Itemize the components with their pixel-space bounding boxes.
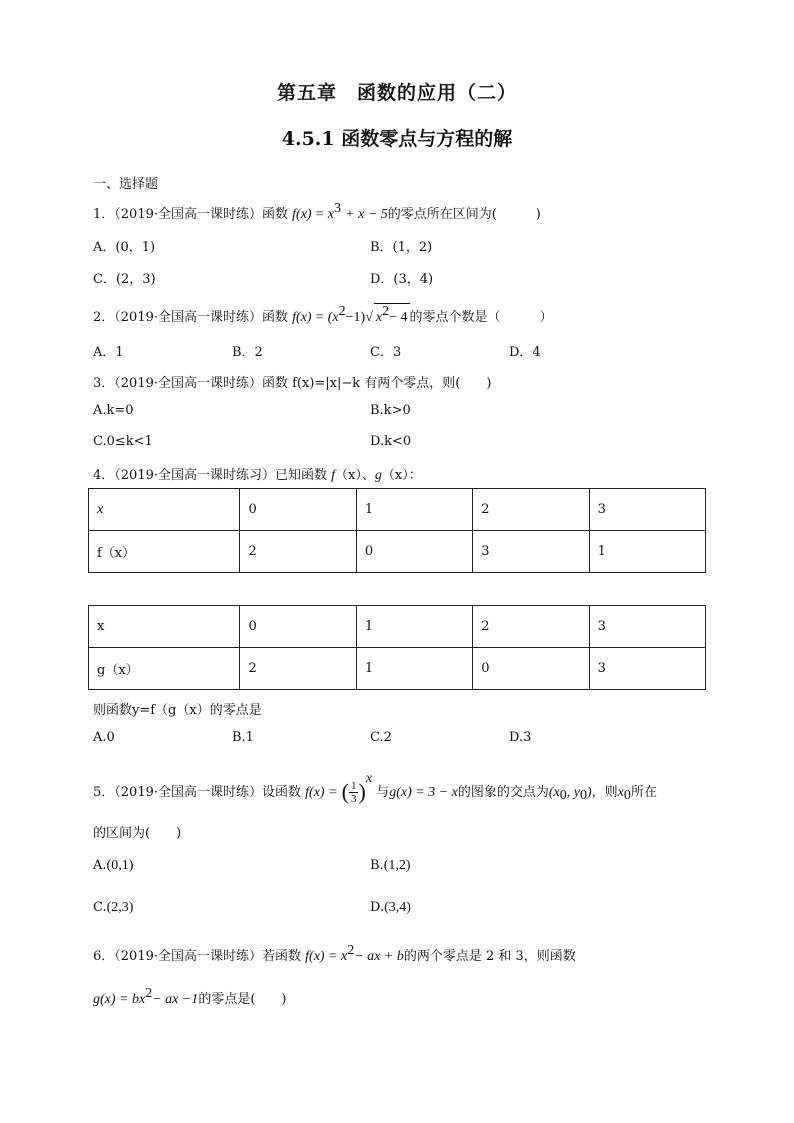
q2-paren-a: (x [327, 310, 339, 325]
table-cell: 1 [356, 489, 472, 531]
q5-option-b-value: (1,2) [383, 858, 411, 873]
q1-option-b[interactable]: B．(1，2) [370, 240, 433, 255]
q1-option-a[interactable]: A．(0，1) [93, 240, 156, 255]
q5-tail-b: 所在 [630, 785, 657, 800]
q5-exp-x: x [365, 771, 373, 786]
table-cell: 2 [240, 648, 356, 690]
q6-line-2 [93, 986, 286, 1008]
q3-option-d[interactable]: D.k<0 [370, 434, 412, 449]
sqrt-icon: √ [365, 310, 373, 325]
q5-tail-a: ，则 [591, 785, 618, 800]
q5-x0: x [617, 785, 624, 800]
q5-option-b[interactable] [370, 858, 411, 874]
q3-option-a[interactable]: A.k=0 [93, 403, 134, 418]
q5-g-expr: g(x) = 3 − x [389, 785, 458, 800]
q6-f-expr-a: f(x) = x [305, 949, 348, 964]
table-cell: 1 [356, 648, 472, 690]
q4-option-c[interactable]: C.2 [370, 730, 392, 745]
fraction-denominator: 3 [350, 793, 357, 805]
q5-option-d-value: (3,4) [384, 900, 411, 915]
chapter-title: 第五章 函数的应用（二） [276, 82, 517, 104]
table-cell: 2 [473, 606, 589, 648]
q5-option-d-label: D. [370, 900, 385, 915]
q2-exp-b: 2 [382, 304, 390, 319]
q2-suffix: 的零点个数是（ ） [409, 310, 553, 325]
q2-option-a[interactable]: A．1 [93, 345, 124, 360]
table-row [89, 489, 706, 531]
q4-f-symbol: f [331, 468, 336, 483]
table-cell: 0 [356, 531, 472, 573]
q5-option-a[interactable] [93, 858, 133, 874]
table-row [89, 531, 706, 573]
q4-prefix: 4．（2019·全国高一课时练习）已知函数 [93, 468, 327, 483]
q5-point-b: , y [566, 785, 580, 800]
table-cell: 1 [589, 531, 705, 573]
table-cell: 1 [356, 606, 472, 648]
q5-sub-c: 0 [623, 788, 631, 803]
table-cell: x [89, 606, 240, 648]
q1-expr-b: + x − 5 [345, 207, 388, 222]
q5-sub-b: 0 [579, 788, 587, 803]
q1-eq: = [315, 207, 324, 222]
q2-exp-a: 2 [338, 304, 346, 319]
q5-option-c[interactable] [93, 900, 133, 916]
q4-option-a[interactable]: A.0 [93, 730, 115, 745]
table-cell: 3 [589, 648, 705, 690]
q1-option-d[interactable]: D．(3，4) [370, 272, 434, 287]
table-cell: g（x） [89, 648, 240, 690]
left-paren-icon: ( [341, 779, 349, 804]
right-paren-icon: ) [358, 779, 366, 804]
q6-g-expr-a: g(x) = bx [93, 992, 146, 1007]
q5-option-c-value: (2,3) [106, 900, 134, 915]
q5-line-2: 的区间为( ) [93, 826, 182, 841]
table-row [89, 648, 706, 690]
table-cell: 0 [240, 489, 356, 531]
table-cell: f（x） [89, 531, 240, 573]
question-4 [93, 464, 422, 484]
fraction-numerator: 1 [350, 780, 357, 792]
q2-sqrt-a: x [375, 310, 383, 325]
q5-prefix: 5．（2019·全国高一课时练）设函数 [93, 785, 301, 800]
q1-func: f(x) [292, 207, 312, 222]
q2-option-b[interactable]: B．2 [232, 345, 263, 360]
q5-option-a-value: (0,1) [106, 858, 134, 873]
q6-f-expr-b: − ax + b [354, 949, 404, 964]
q2-sqrt-body [374, 303, 410, 326]
q6-g-expr-b: − ax −1 [152, 992, 199, 1007]
table-cell: 2 [240, 531, 356, 573]
q5-mid: 与 [376, 785, 390, 800]
table-cell: 3 [589, 489, 705, 531]
q1-exp: 3 [333, 201, 341, 216]
question-6 [93, 943, 576, 965]
table-row [89, 606, 706, 648]
q4-f-arg: （x）、 [335, 468, 375, 483]
q2-prefix: 2．（2019·全国高一课时练）函数 [93, 310, 288, 325]
q2-eq: = [315, 310, 324, 325]
table-cell: 3 [473, 531, 589, 573]
q4-g-arg: （x）： [381, 468, 422, 483]
section-title: 4.5.1 函数零点与方程的解 [281, 128, 513, 150]
q6-suffix: 的两个零点是 2 和 3，则函数 [403, 949, 576, 964]
q5-option-c-label: C. [93, 900, 107, 915]
question-5 [93, 771, 657, 805]
q1-prefix: 1．（2019·全国高一课时练）函数 [93, 207, 288, 222]
table-g-values [88, 605, 706, 690]
question-type-heading: 一、选择题 [93, 177, 159, 192]
question-3: 3．（2019·全国高一课时练）函数 f(x)=|x|−k 有两个零点，则( ) [93, 376, 492, 391]
q6-exp: 2 [347, 943, 355, 958]
question-2 [93, 303, 553, 326]
q3-option-c[interactable]: C.0≤k<1 [93, 434, 153, 449]
q6-prefix: 6．（2019·全国高一课时练）若函数 [93, 949, 301, 964]
q5-sub-a: 0 [559, 788, 567, 803]
q5-option-d[interactable] [370, 900, 411, 916]
question-1 [93, 201, 541, 223]
table-cell: 0 [240, 606, 356, 648]
q1-suffix: 的零点所在区间为( ) [387, 207, 541, 222]
q5-point-c: ) [586, 785, 592, 800]
table-cell: x [89, 489, 240, 531]
table-cell: 2 [473, 489, 589, 531]
q2-paren-b: −1) [345, 310, 366, 325]
q1-expr-a: x [327, 207, 334, 222]
q2-sqrt-b: − 4 [389, 310, 408, 325]
q6-suffix2: 的零点是( ) [198, 992, 287, 1007]
q5-f-lhs: f(x) = [305, 785, 338, 800]
q4-g-symbol: g [374, 468, 382, 483]
table-cell: 3 [589, 606, 705, 648]
q3-option-b[interactable]: B.k>0 [370, 403, 411, 418]
q5-option-a-label: A. [93, 858, 107, 873]
q4-question: 则函数y=f（g（x）的零点是 [93, 703, 262, 718]
q2-func: f(x) [292, 310, 312, 325]
q4-option-d[interactable]: D.3 [509, 730, 532, 745]
q5-point-a: (x [548, 785, 560, 800]
table-cell: 0 [473, 648, 589, 690]
q1-option-c[interactable]: C．(2，3) [93, 272, 156, 287]
table-f-values [88, 488, 706, 573]
q5-mid2: 的图象的交点为 [457, 785, 549, 800]
q4-option-b[interactable]: B.1 [232, 730, 254, 745]
q2-option-d[interactable]: D．4 [509, 345, 541, 360]
q5-option-b-label: B. [370, 858, 384, 873]
q2-option-c[interactable]: C．3 [370, 345, 402, 360]
q6-exp-b: 2 [145, 986, 153, 1001]
